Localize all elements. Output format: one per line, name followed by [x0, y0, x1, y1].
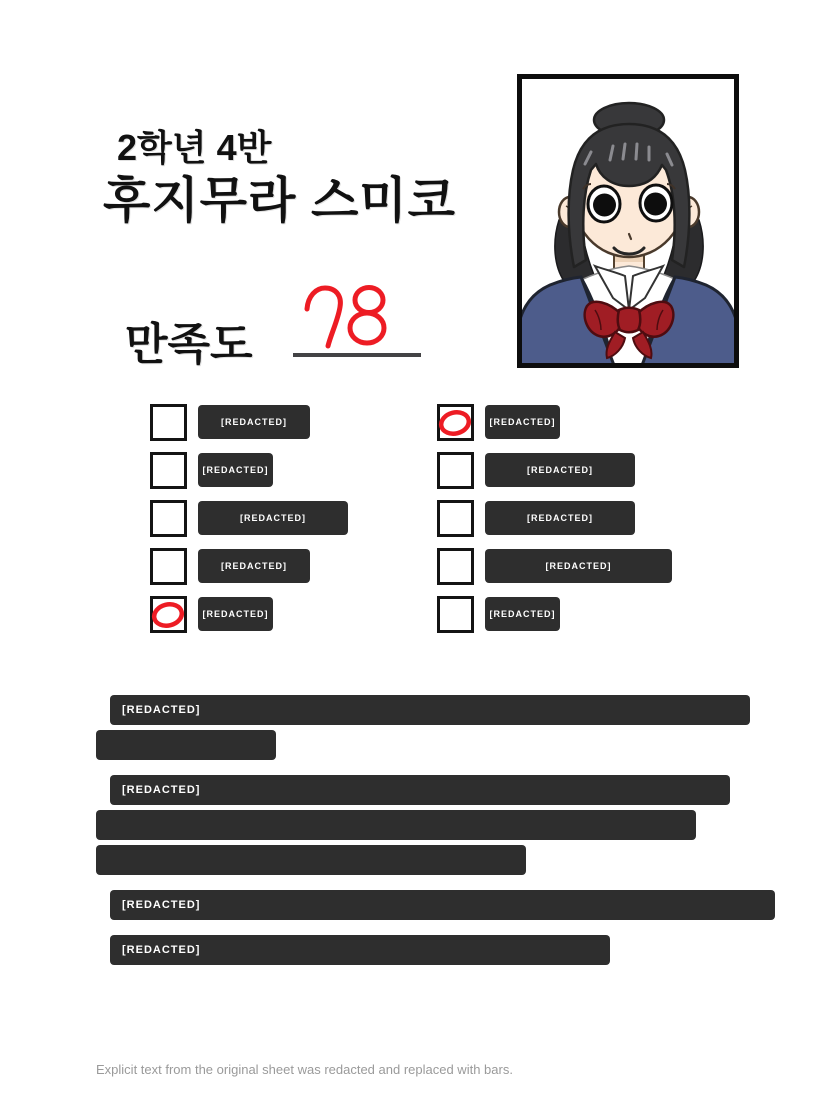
satisfaction-label: 만족도	[125, 320, 253, 369]
character-name: 후지무라 스미코	[103, 174, 456, 228]
redacted-label: [REDACTED]	[485, 405, 560, 439]
portrait-photo	[517, 74, 739, 368]
red-circle-mark-icon	[149, 600, 189, 632]
note-paragraph	[96, 890, 768, 920]
check-item	[437, 446, 672, 494]
notes-section	[96, 690, 768, 980]
score-underline	[293, 353, 421, 357]
checkbox-unchecked[interactable]	[150, 452, 187, 489]
check-item	[437, 590, 672, 638]
checkbox-checked[interactable]	[437, 404, 474, 441]
check-item	[150, 590, 348, 638]
handwritten-score-78	[298, 284, 408, 354]
portrait-illustration	[517, 74, 739, 368]
checkbox-unchecked[interactable]	[437, 500, 474, 537]
checkbox-unchecked[interactable]	[150, 500, 187, 537]
redaction-note: Explicit text from the original sheet was redacted and replaced with bars.	[96, 1062, 513, 1077]
redacted-label: [REDACTED]	[198, 405, 310, 439]
check-item	[150, 446, 348, 494]
check-item	[150, 542, 348, 590]
note-paragraph	[96, 695, 768, 760]
redacted-label: [REDACTED]	[198, 597, 273, 631]
checkbox-unchecked[interactable]	[437, 548, 474, 585]
redacted-label: [REDACTED]	[198, 453, 273, 487]
redacted-text-line	[96, 730, 276, 760]
checklist-right-column	[437, 398, 672, 638]
checkbox-unchecked[interactable]	[437, 596, 474, 633]
checkbox-checked[interactable]	[150, 596, 187, 633]
redacted-text-line: [REDACTED]	[110, 890, 775, 920]
check-item	[437, 398, 672, 446]
redacted-label: [REDACTED]	[485, 597, 560, 631]
redacted-text-line	[96, 810, 696, 840]
check-item	[437, 542, 672, 590]
class-label: 2학년 4반	[117, 127, 272, 168]
redacted-label: [REDACTED]	[485, 453, 635, 487]
redacted-label: [REDACTED]	[198, 549, 310, 583]
note-paragraph	[96, 935, 768, 965]
redacted-label: [REDACTED]	[485, 549, 672, 583]
checkbox-unchecked[interactable]	[437, 452, 474, 489]
checkbox-unchecked[interactable]	[150, 548, 187, 585]
check-item	[150, 494, 348, 542]
red-circle-mark-icon	[436, 408, 476, 440]
check-item	[150, 398, 348, 446]
redacted-text-line: [REDACTED]	[110, 775, 730, 805]
redacted-text-line: [REDACTED]	[110, 935, 610, 965]
check-item	[437, 494, 672, 542]
checklist-left-column	[150, 398, 348, 638]
note-paragraph	[96, 775, 768, 875]
redacted-label: [REDACTED]	[485, 501, 635, 535]
redacted-text-line	[96, 845, 526, 875]
redacted-text-line: [REDACTED]	[110, 695, 750, 725]
checkbox-unchecked[interactable]	[150, 404, 187, 441]
redacted-label: [REDACTED]	[198, 501, 348, 535]
